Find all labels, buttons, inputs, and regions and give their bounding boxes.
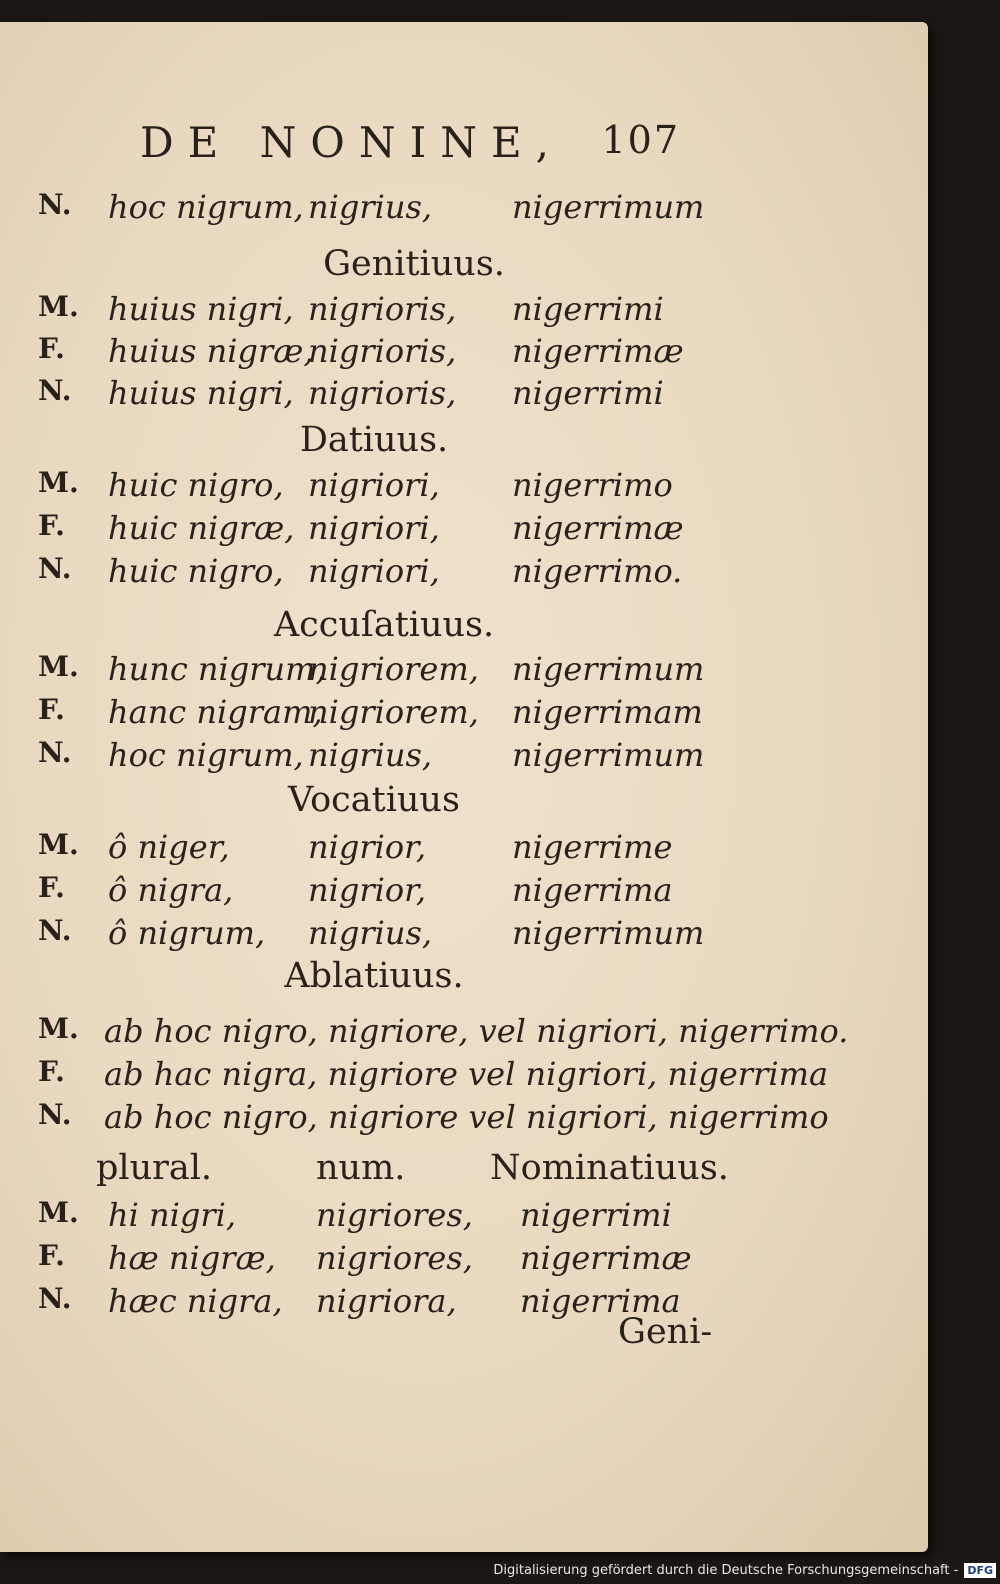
superlative-form: nigerrima — [520, 1282, 681, 1320]
number-label: num. — [316, 1148, 406, 1188]
comparative-form: nigrioris, — [308, 332, 457, 370]
declension-row — [0, 1055, 928, 1099]
positive-form: hi nigri, — [108, 1196, 237, 1234]
declension-row — [0, 552, 928, 596]
positive-form: hoc nigrum, — [108, 188, 304, 226]
plural-label: plural. — [96, 1148, 213, 1188]
gender-label: N. — [38, 1098, 72, 1131]
ablative-forms: ab hac nigra, nigriore vel nigriori, nigerrima — [104, 1055, 829, 1093]
superlative-form: nigerrimæ — [520, 1239, 692, 1277]
declension-row — [0, 332, 928, 376]
superlative-form: nigerrimæ — [512, 509, 684, 547]
positive-form: huic nigro, — [108, 466, 284, 504]
declension-row — [0, 1012, 928, 1056]
page-number: 107 — [601, 118, 680, 162]
comparative-form: nigriorem, — [308, 650, 479, 688]
declension-row — [0, 290, 928, 334]
positive-form: ô niger, — [108, 828, 230, 866]
declension-row — [0, 914, 928, 958]
gender-label: M. — [38, 1012, 79, 1045]
gender-label: N. — [38, 914, 72, 947]
declension-row — [0, 650, 928, 694]
gender-label: F. — [38, 332, 65, 365]
gender-label: F. — [38, 509, 65, 542]
superlative-form: nigerrimum — [512, 650, 705, 688]
positive-form: huius nigræ, — [108, 332, 314, 370]
comparative-form: nigrior, — [308, 828, 427, 866]
comparative-form: nigrioris, — [308, 290, 457, 328]
positive-form: ô nigrum, — [108, 914, 266, 952]
comparative-form: nigriorem, — [308, 693, 479, 731]
credit-text: Digitalisierung gefördert durch die Deutsche Forschungsgemeinschaft - — [493, 1562, 959, 1578]
digitization-credit — [493, 1558, 996, 1582]
comparative-form: nigrius, — [308, 914, 433, 952]
running-header — [140, 118, 680, 178]
case-heading-vocative: Vocatiuus — [288, 780, 460, 820]
comparative-form: nigriori, — [308, 552, 440, 590]
gender-label: N. — [38, 1282, 72, 1315]
case-heading-genitive: Genitiuus. — [323, 244, 505, 284]
positive-form: ô nigra, — [108, 871, 234, 909]
superlative-form: nigerrimum — [512, 188, 705, 226]
superlative-form: nigerrimi — [512, 374, 664, 412]
positive-form: huius nigri, — [108, 374, 294, 412]
ablative-forms: ab hoc nigro, nigriore vel nigriori, nigerrimo — [104, 1098, 829, 1136]
gender-label: N. — [38, 552, 72, 585]
gender-label: M. — [38, 1196, 79, 1229]
positive-form: huius nigri, — [108, 290, 294, 328]
positive-form: hæc nigra, — [108, 1282, 283, 1320]
superlative-form: nigerrimo. — [512, 552, 683, 590]
comparative-form: nigrius, — [308, 736, 433, 774]
declension-row — [0, 188, 928, 232]
superlative-form: nigerrimam — [512, 693, 703, 731]
case-heading-nominative: Nominatiuus. — [490, 1148, 729, 1188]
plural-heading — [0, 1148, 928, 1192]
positive-form: huic nigræ, — [108, 509, 295, 547]
superlative-form: nigerrimæ — [512, 332, 684, 370]
superlative-form: nigerrimi — [512, 290, 664, 328]
declension-row — [0, 1098, 928, 1142]
dfg-logo: DFG — [964, 1563, 996, 1578]
ablative-forms: ab hoc nigro, nigriore, vel nigriori, nigerrimo. — [104, 1012, 849, 1050]
comparative-form: nigriori, — [308, 466, 440, 504]
running-title: DE NONINE, — [140, 118, 563, 167]
declension-row — [0, 1239, 928, 1283]
declension-row — [0, 736, 928, 780]
declension-row — [0, 1196, 928, 1240]
comparative-form: nigrioris, — [308, 374, 457, 412]
superlative-form: nigerrimi — [520, 1196, 672, 1234]
comparative-form: nigriora, — [316, 1282, 457, 1320]
declension-row — [0, 466, 928, 510]
gender-label: M. — [38, 466, 79, 499]
declension-row — [0, 693, 928, 737]
case-heading-dative: Datiuus. — [299, 420, 449, 460]
gender-label: N. — [38, 188, 72, 221]
superlative-form: nigerrimum — [512, 736, 705, 774]
case-heading-ablative: Ablatiuus. — [284, 956, 464, 996]
declension-row — [0, 871, 928, 915]
case-heading-accusative: Accuſatiuus. — [273, 605, 495, 645]
gender-label: F. — [38, 871, 65, 904]
positive-form: hæ nigræ, — [108, 1239, 276, 1277]
declension-row — [0, 509, 928, 553]
comparative-form: nigrius, — [308, 188, 433, 226]
gender-label: F. — [38, 1055, 65, 1088]
positive-form: hoc nigrum, — [108, 736, 304, 774]
positive-form: hunc nigrum, — [108, 650, 326, 688]
page-content — [0, 22, 928, 1552]
catchword: Geni- — [618, 1312, 713, 1352]
gender-label: M. — [38, 650, 79, 683]
comparative-form: nigriores, — [316, 1196, 473, 1234]
comparative-form: nigriores, — [316, 1239, 473, 1277]
gender-label: M. — [38, 828, 79, 861]
declension-row — [0, 828, 928, 872]
gender-label: F. — [38, 693, 65, 726]
catchword-line — [0, 1312, 928, 1356]
gender-label: N. — [38, 374, 72, 407]
gender-label: M. — [38, 290, 79, 323]
comparative-form: nigriori, — [308, 509, 440, 547]
superlative-form: nigerrimo — [512, 466, 673, 504]
superlative-form: nigerrimum — [512, 914, 705, 952]
declension-row — [0, 374, 928, 418]
positive-form: huic nigro, — [108, 552, 284, 590]
gender-label: F. — [38, 1239, 65, 1272]
superlative-form: nigerrima — [512, 871, 673, 909]
comparative-form: nigrior, — [308, 871, 427, 909]
gender-label: N. — [38, 736, 72, 769]
book-page — [0, 22, 928, 1552]
positive-form: hanc nigram, — [108, 693, 323, 731]
superlative-form: nigerrime — [512, 828, 673, 866]
